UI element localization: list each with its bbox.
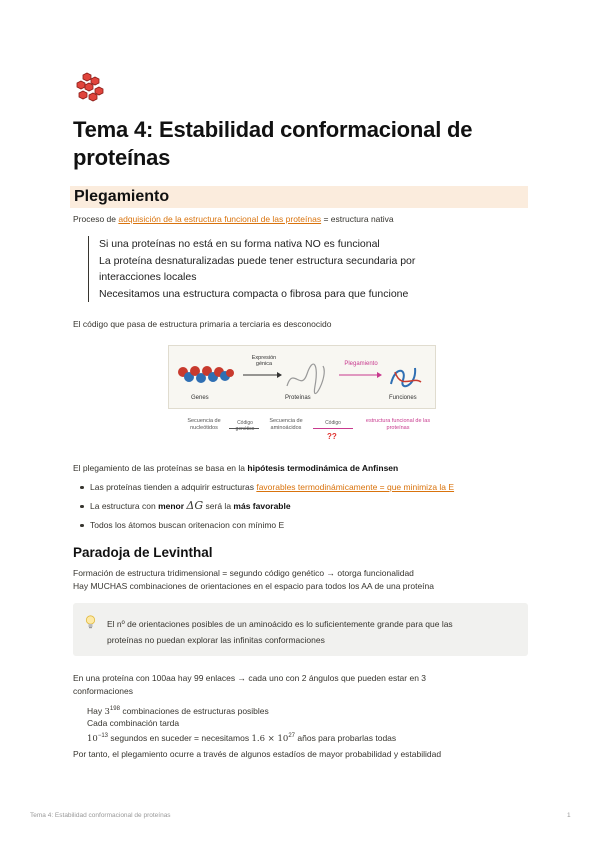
dna-helix-icon [178,366,234,383]
figure-label-functions: Funciones [389,395,417,401]
figure-label-proteins: Proteínas [285,395,311,401]
enlaces-line-1: En una proteína con 100aa hay 99 enlaces → cada uno con 2 ángulos que pueden estar en 3 [73,673,427,683]
footer-title: Tema 4: Estabilidad conformacional de proteínas [30,812,171,819]
code-flow-diagram [183,418,438,448]
flow-code: Código [325,420,341,426]
callout-text: El nº de orientaciones posibles de un aminoácido es lo suficientemente grande para que las proteínas no puedan explorar las infinitas conformaciones [107,619,453,645]
flow-seq-nuc: Secuencia de nucleótidos [187,418,221,431]
folded-protein-icon [391,368,421,386]
flow-code-gen: Código genético [235,420,255,432]
quote-line: Necesitamos una estructura compacta o fibrosa para que funcione [99,287,409,300]
hexagon-cluster-icon [73,71,107,105]
page-number: 1 [567,812,571,819]
quote-line: Si una proteínas no está en su forma nativa NO es funcional [99,238,380,250]
levinthal-line-1: Formación de estructura tridimensional = segundo código genético → otorga funcionalidad [73,568,414,578]
figure-fold-label: Plegamiento [344,361,378,367]
section-heading-plegamiento: Plegamiento [74,188,170,205]
favorable-link[interactable]: favorables termodinámicamente = que minimiza la E [256,482,455,492]
flow-question-marks: ?? [327,432,337,441]
section-heading-levinthal: Paradoja de Levinthal [73,545,213,560]
intro-paragraph: Proceso de adquisición de la estructura funcional de las proteínas = estructura nativa [73,214,394,224]
anfinsen-bold: hipótesis termodinámica de Anfinsen [247,463,399,473]
lightbulb-icon [85,615,96,629]
code-paragraph: El código que pasa de estructura primaria a terciaria es desconocido [73,319,332,329]
list-item: La estructura con menor ΔG será la más favorable [80,500,454,512]
page-title: Tema 4: Estabilidad conformacional de proteínas [73,117,473,170]
tarda-line: Cada combinación tarda [87,718,180,728]
quote-line: interacciones locales [99,271,197,283]
figure-label-genes: Genes [191,395,209,401]
delta-g-math: ΔG [186,499,204,512]
intro-link[interactable]: adquisición de la estructura funcional de las proteínas [118,214,322,224]
list-item: Las proteínas tienden a adquirir estructuras favorables termodinámicamente = que minimiza la E [80,481,454,493]
flow-seq-aa: Secuencia de aminoácidos [269,418,303,431]
flow-arrow [313,428,353,429]
blockquote [88,236,509,302]
enlaces-line-2: conformaciones [73,686,134,696]
combinations-line: Hay $3^{198}$ combinaciones de estructuras posibles [87,705,269,717]
quote-line: La proteína desnaturalizadas puede tener estructura secundaria por [99,254,416,267]
conclusion-line: Por tanto, el plegamiento ocurre a través de algunos estadíos de mayor probabilidad y estabilidad [73,749,442,759]
protein-chain-icon [287,364,324,393]
flow-struct: estructura funcional de las proteínas [365,418,431,431]
anfinsen-paragraph: El plegamiento de las proteínas se basa en la hipótesis termodinámica de Anfinsen [73,463,399,473]
anfinsen-bullets [80,481,454,531]
time-line: $10^{-13}$ segundos en suceder = necesitamos $1.6 \times 10^{27}$ años para probarlas todas [87,732,397,744]
list-item: Todos los átomos buscan oritenacion con mínimo E [80,519,454,531]
figure-top-label: Expresión génica [251,355,277,367]
callout-box [73,603,528,656]
levinthal-line-2: Hay MUCHAS combinaciones de orientaciones en el espacio para todos los AA de una proteína [73,581,434,591]
gene-protein-function-figure [168,345,436,409]
